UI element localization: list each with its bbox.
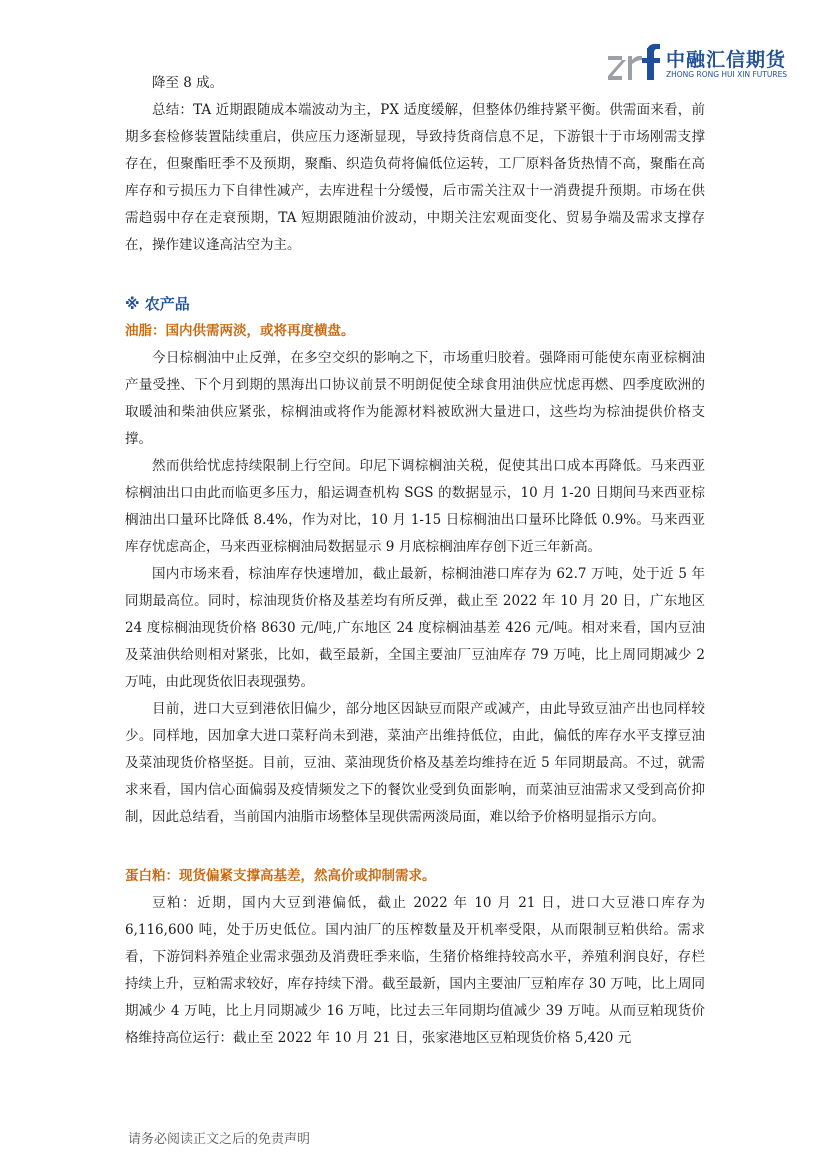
section-heading-agriculture: ※ 农产品 (125, 295, 190, 313)
footer-disclaimer: 请务必阅读正文之后的免责声明 (128, 1132, 311, 1147)
paragraph-oils-1: 今日棕榈油中止反弹，在多空交织的影响之下，市场重归胶着。强降雨可能使东南亚棕榈油产量受挫、下个月到期的黑海出口协议前景不明朗促使全球食用油供应忧虑再燃、四季度欧洲的取暖油和柴油供应紧张，棕榈油或将作为能源材料被欧洲大量进口，这些均为棕油提供价格支撑。 (125, 350, 705, 447)
report-body (125, 70, 705, 1052)
paragraph-oils-4: 目前，进口大豆到港依旧偏少，部分地区因缺豆而限产或减产，由此导致豆油产出也同样较少。同样地，因加拿大进口菜籽尚未到港，菜油产出维持低位，由此，偏低的库存水平支撑豆油及菜油现货价格坚挺。目前，豆油、菜油现货价格及基差均维持在近 5 年同期最高。不过，就需求来看，国内信心面偏弱及疫情频发之下的餐饮业受到负面影响，而菜油豆油需求又受到高价抑制，因此总结看，当前国内油脂市场整体呈现供需两淡局面，难以给予价格明显指示方向。 (125, 701, 705, 825)
paragraph-soymeal: 豆粕：近期，国内大豆到港偏低，截止 2022 年 10 月 21 日，进口大豆港口库存为 6,116,600 吨，处于历史低位。国内油厂的压榨数量及开机率受限，从而限制豆粕供给。需求看，下游饲料养殖企业需求强劲及消费旺季来临，生猪价格维持较高水平，养殖利润良好，存栏持续上升，豆粕需求较好，库存持续下滑。截至最新，国内主要油厂豆粕库存 30 万吨，比上周同期减少 4 万吨，比上月同期减少 16 万吨，比过去三年同期均值减少 39 万吨。从而豆粕现货价格维持高位运行：截止至 2022 年 10 月 21 日，张家港地区豆粕现货价格 5,420 元 (125, 895, 705, 1046)
paragraph-oils-3: 国内市场来看，棕油库存快速增加，截止最新，棕榈油港口库存为 62.7 万吨，处于近 5 年同期最高位。同时，棕油现货价格及基差均有所反弹，截止至 2022 年 10 月 20 日，广东地区 24 度棕榈油现货价格 8630 元/吨,广东地区 24 度棕榈油基差 426 元/吨。相对来看，国内豆油及菜油供给则相对紧张，比如，截至最新，全国主要油厂豆油库存 79 万吨，比上周同期减少 2 万吨，由此现货依旧表现强势。 (125, 566, 705, 690)
logo-english-name: ZHONG RONG HUI XIN FUTURES (666, 70, 788, 79)
subheading-oils: 油脂：国内供需两淡，或将再度横盘。 (125, 323, 355, 339)
paragraph-continuation: 降至 8 成。 (152, 75, 224, 91)
logo-chinese-name: 中融汇信期货 (666, 49, 787, 71)
subheading-protein-meal: 蛋白粕：现货偏紧支撑高基差，然高价或抑制需求。 (125, 868, 436, 884)
paragraph-ta-summary: 总结：TA 近期跟随成本端波动为主，PX 适度缓解，但整体仍维持紧平衡。供需面来看，前期多套检修装置陆续重启，供应压力逐渐显现，导致持货商信息不足，下游银十于市场刚需支撑存在，但聚酯旺季不及预期，聚酯、织造负荷将偏低位运转，工厂原料备货热情不高，聚酯在高库存和亏损压力下自律性减产，去库进程十分缓慢，后市需关注双十一消费提升预期。市场在供需趋弱中存在走衰预期，TA 短期跟随油价波动，中期关注宏观面变化、贸易争端及需求支撑存在，操作建议逢高沽空为主。 (125, 102, 705, 253)
paragraph-oils-2: 然而供给忧虑持续限制上行空间。印尼下调棕榈油关税，促使其出口成本再降低。马来西亚棕榈油出口由此而临更多压力，船运调查机构 SGS 的数据显示，10 月 1-20 日期间马来西亚棕榈油出口量环比降低 8.4%，作为对比，10 月 1-15 日棕榈油出口量环比降低 0.9%。马来西亚库存忧虑高企，马来西亚棕榈油局数据显示 9 月底棕榈油库存创下近三年新高。 (125, 458, 705, 555)
